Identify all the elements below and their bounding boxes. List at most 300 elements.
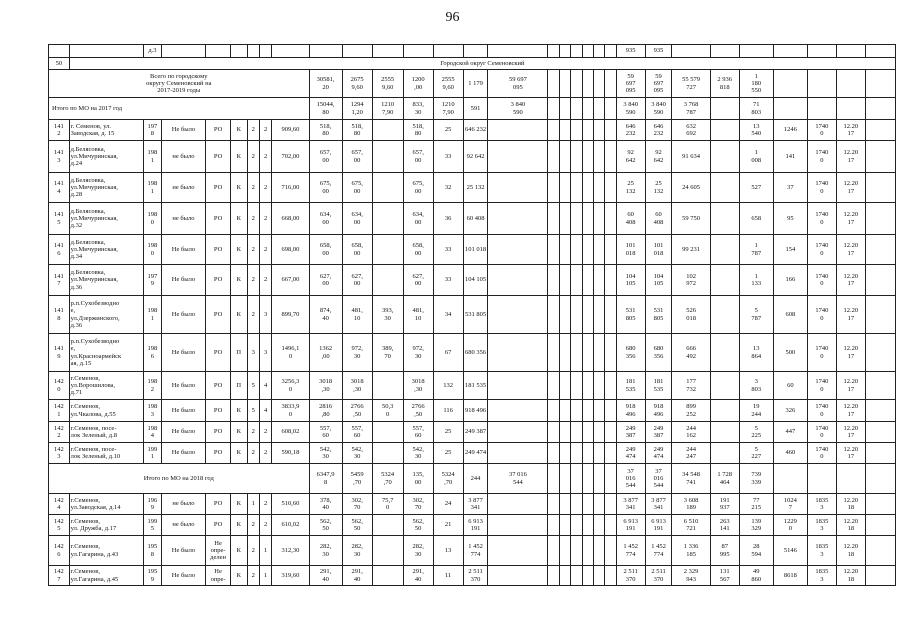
cell-cost-owners: 5 787 — [739, 296, 773, 334]
cell-total-area: 319,60 — [272, 566, 309, 586]
cell-material: РО — [206, 400, 231, 422]
cell-cost-fund2: 177 732 — [672, 372, 710, 400]
cell-roof: К — [230, 536, 247, 566]
cell-c19 — [582, 98, 593, 120]
cell-c16 — [548, 464, 559, 494]
cell-deadline: 12.20 17 — [836, 334, 865, 372]
cell-extra — [865, 494, 895, 515]
cell-cost-total2: 1 452 774 — [645, 536, 672, 566]
cell-private-area: 2766 ,50 — [342, 400, 372, 422]
cell-cost-fund2: 6 510 721 — [672, 515, 710, 536]
cell-residents — [433, 45, 463, 58]
cell-prev-repair: Не было — [161, 296, 205, 334]
cell-cost-fund2: 24 605 — [672, 173, 710, 203]
cell-cost-region: 263 141 — [710, 515, 739, 536]
cell-num: 141 7 — [49, 265, 70, 296]
cell-deadline — [836, 45, 865, 58]
cell-living-area: 627, 00 — [309, 265, 342, 296]
cell-entrances: 2 — [259, 120, 271, 141]
cell-cost-owners: 1 008 — [739, 141, 773, 173]
cell-floors: 2 — [247, 443, 259, 464]
cell-living-area: 291, 40 — [309, 566, 342, 586]
cell-extra — [865, 536, 895, 566]
cell-prev-repair: Не было — [161, 120, 205, 141]
cell-cost-fund: 37 016 544 — [488, 464, 548, 494]
cell-extra — [865, 422, 895, 443]
cell-cost-fund2: 526 018 — [672, 296, 710, 334]
cell-total-area: 3833,9 0 — [272, 400, 309, 422]
cell-c16 — [548, 45, 559, 58]
cell-cost: 1 179 — [463, 70, 488, 98]
cell-max-cost: 1740 0 — [807, 296, 836, 334]
cell-cost: 104 105 — [463, 265, 488, 296]
cell-num: 141 2 — [49, 120, 70, 141]
cell-spec-cost: 95 — [773, 203, 807, 235]
cell-private-area: 562, 50 — [342, 515, 372, 536]
cell-c17 — [559, 515, 570, 536]
cell-municipal-area: 393, 30 — [372, 296, 403, 334]
table-row — [49, 265, 896, 296]
cell-cost-fund2: 244 162 — [672, 422, 710, 443]
cell-cost-fund — [488, 296, 548, 334]
cell-material: Не опре- делен — [206, 536, 231, 566]
cell-area-repeat: 557, 60 — [403, 422, 433, 443]
cell-year: 196 9 — [144, 494, 162, 515]
cell-deadline: 12.20 17 — [836, 120, 865, 141]
cell-cost-total: 1 452 774 — [616, 536, 645, 566]
cell-cost: 244 — [463, 464, 488, 494]
cell-c17 — [559, 536, 570, 566]
cell-num: 142 7 — [49, 566, 70, 586]
cell-cost-total: 249 474 — [616, 443, 645, 464]
total-label: Итого по МО на 2018 год — [49, 464, 310, 494]
cell-extra — [865, 45, 895, 58]
cell-prev-repair: Не было — [161, 400, 205, 422]
data-table — [48, 44, 896, 586]
cell-c21 — [605, 334, 616, 372]
cell-cost-region: 87 995 — [710, 536, 739, 566]
cell-private-area: 291, 40 — [342, 566, 372, 586]
cell-c16 — [548, 120, 559, 141]
cell-deadline: 12.20 17 — [836, 141, 865, 173]
cell-num — [49, 45, 70, 58]
cell-c21 — [605, 70, 616, 98]
cell-roof: К — [230, 566, 247, 586]
cell-year: 198 6 — [144, 334, 162, 372]
cell-residents: 33 — [433, 141, 463, 173]
cell-deadline: 12.20 18 — [836, 494, 865, 515]
cell-area-repeat: 3018 ,30 — [403, 372, 433, 400]
cell-deadline: 12.20 17 — [836, 173, 865, 203]
cell-entrances: 4 — [259, 400, 271, 422]
cell-living-area: 518, 80 — [309, 120, 342, 141]
cell-c17 — [559, 400, 570, 422]
cell-cost-owners: 1 133 — [739, 265, 773, 296]
cell-cost: 249 474 — [463, 443, 488, 464]
cell-c19 — [582, 141, 593, 173]
cell-c17 — [559, 70, 570, 98]
cell-municipal-area — [372, 422, 403, 443]
cell-area-repeat — [403, 45, 433, 58]
cell-address: д.Белясовка, ул.Мичуринская, д.36 — [69, 265, 143, 296]
cell-c19 — [582, 536, 593, 566]
cell-cost-owners: 28 594 — [739, 536, 773, 566]
cell-deadline: 12.20 17 — [836, 443, 865, 464]
cell-c16 — [548, 422, 559, 443]
cell-living-area: 282, 30 — [309, 536, 342, 566]
cell-cost-owners: 1 787 — [739, 235, 773, 265]
cell-c19 — [582, 494, 593, 515]
cell-extra — [865, 70, 895, 98]
table-row — [49, 334, 896, 372]
cell-spec-cost: 447 — [773, 422, 807, 443]
cell-living-area: 658, 00 — [309, 235, 342, 265]
cell-cost-fund2: 59 750 — [672, 203, 710, 235]
cell-spec-cost — [773, 464, 807, 494]
cell-cost-owners: 71 803 — [739, 98, 773, 120]
cell-municipal-area: 50,3 0 — [372, 400, 403, 422]
cell-address: г.Семенов, ул.Гагарина, д.43 — [69, 536, 143, 566]
cell-year: 199 1 — [144, 443, 162, 464]
page-number: 96 — [445, 10, 460, 25]
cell-residents: 24 — [433, 494, 463, 515]
cell-material: Не опре- — [206, 566, 231, 586]
cell-address: д.Белясовка, ул.Мичуринская, д.24 — [69, 141, 143, 173]
cell-c19 — [582, 464, 593, 494]
cell-cost-fund2: 2 329 943 — [672, 566, 710, 586]
cell-deadline: 12.20 18 — [836, 536, 865, 566]
cell-cost: 646 232 — [463, 120, 488, 141]
cell-municipal-area: 2555 9,60 — [372, 70, 403, 98]
cell-living-area: 15044, 80 — [309, 98, 342, 120]
cell-num: 141 6 — [49, 235, 70, 265]
cell-c21 — [605, 173, 616, 203]
cell-cost-fund2: 3 608 189 — [672, 494, 710, 515]
cell-deadline: 12.20 17 — [836, 372, 865, 400]
cell-total-area: 667,00 — [272, 265, 309, 296]
cell-municipal-area — [372, 536, 403, 566]
cell-c18 — [571, 173, 582, 203]
cell-num: 142 5 — [49, 515, 70, 536]
cell-entrances: 4 — [259, 372, 271, 400]
cell-entrances: 2 — [259, 422, 271, 443]
cell-cost-total: 680 356 — [616, 334, 645, 372]
cell-private-area: 282, 30 — [342, 536, 372, 566]
cell-floors: 2 — [247, 141, 259, 173]
cell-c21 — [605, 566, 616, 586]
cell-cost-total2: 60 408 — [645, 203, 672, 235]
cell-c16 — [548, 443, 559, 464]
cell-municipal-area — [372, 566, 403, 586]
cell-municipal-area: 389, 70 — [372, 334, 403, 372]
cell-max-cost — [807, 45, 836, 58]
cell-c17 — [559, 235, 570, 265]
section-row — [49, 58, 896, 70]
cell-deadline — [836, 98, 865, 120]
cell-total-area: 716,00 — [272, 173, 309, 203]
cell-c16 — [548, 203, 559, 235]
table-row — [49, 422, 896, 443]
total-label: Всего по городскому округу Семеновский на 2017-2019 годы — [49, 70, 310, 98]
cell-cost-total2: 104 105 — [645, 265, 672, 296]
cell-area-repeat: 135, 00 — [403, 464, 433, 494]
cell-num: 142 1 — [49, 400, 70, 422]
cell-spec-cost: 8618 — [773, 566, 807, 586]
cell-c16 — [548, 296, 559, 334]
cell-c19 — [582, 400, 593, 422]
cell-entrances: 1 — [259, 536, 271, 566]
cell-cost-fund — [488, 203, 548, 235]
cell-private-area: 5459 ,70 — [342, 464, 372, 494]
cell-roof: П — [230, 334, 247, 372]
cell-municipal-area — [372, 120, 403, 141]
cell-cost-owners: 527 — [739, 173, 773, 203]
table-row — [49, 120, 896, 141]
cell-prev-repair: не было — [161, 203, 205, 235]
cell-cost-fund2: 1 336 185 — [672, 536, 710, 566]
cell-roof: К — [230, 173, 247, 203]
cell-c20 — [593, 45, 604, 58]
cell-spec-cost: 141 — [773, 141, 807, 173]
cell-address: г.Семенов, посе- лок Зеленый, д.8 — [69, 422, 143, 443]
cell-cost-fund2: 3 768 787 — [672, 98, 710, 120]
cell-c20 — [593, 70, 604, 98]
cell-entrances: 2 — [259, 203, 271, 235]
cell-c21 — [605, 120, 616, 141]
cell-c17 — [559, 443, 570, 464]
total-row — [49, 464, 896, 494]
cell-residents: 5324 ,70 — [433, 464, 463, 494]
cell-deadline — [836, 464, 865, 494]
cell-max-cost — [807, 464, 836, 494]
table-row — [49, 45, 896, 58]
cell-extra — [865, 464, 895, 494]
cell-area-repeat: 833, 30 — [403, 98, 433, 120]
cell-cost-region — [710, 334, 739, 372]
cell-total-area: 668,00 — [272, 203, 309, 235]
cell-area-repeat: 282, 30 — [403, 536, 433, 566]
cell-cost-fund — [488, 334, 548, 372]
cell-total-area: 610,02 — [272, 515, 309, 536]
cell-residents: 33 — [433, 235, 463, 265]
cell-c20 — [593, 141, 604, 173]
cell-private-area — [342, 45, 372, 58]
section-title: Городской округ Семеновский — [69, 58, 895, 70]
cell-living-area: 675, 00 — [309, 173, 342, 203]
cell-deadline: 12.20 17 — [836, 400, 865, 422]
cell-roof: К — [230, 296, 247, 334]
cell-total-area: 1496,1 0 — [272, 334, 309, 372]
cell-cost-owners: 5 227 — [739, 443, 773, 464]
cell-cost-owners: 19 244 — [739, 400, 773, 422]
cell-year: 197 8 — [144, 120, 162, 141]
cell-material: РО — [206, 173, 231, 203]
cell-c16 — [548, 98, 559, 120]
cell-floors: 2 — [247, 422, 259, 443]
cell-cost-fund2: 244 247 — [672, 443, 710, 464]
cell-municipal-area — [372, 203, 403, 235]
cell-c19 — [582, 120, 593, 141]
cell-prev-repair: не было — [161, 173, 205, 203]
cell-floors: 2 — [247, 203, 259, 235]
cell-private-area: 675, 00 — [342, 173, 372, 203]
cell-cost-owners: 13 540 — [739, 120, 773, 141]
cell-total-area: 590,18 — [272, 443, 309, 464]
cell-c18 — [571, 235, 582, 265]
cell-entrances: 2 — [259, 265, 271, 296]
cell-prev-repair: Не было — [161, 265, 205, 296]
cell-address: г.Семенов, ул.Заводская, д.14 — [69, 494, 143, 515]
cell-cost: 918 496 — [463, 400, 488, 422]
cell-residents: 13 — [433, 536, 463, 566]
cell-cost: 6 913 191 — [463, 515, 488, 536]
cell-total-area — [272, 45, 309, 58]
cell-c21 — [605, 443, 616, 464]
cell-cost-fund — [488, 566, 548, 586]
cell-c18 — [571, 422, 582, 443]
cell-cost-fund2: 102 972 — [672, 265, 710, 296]
cell-roof: К — [230, 141, 247, 173]
cell-entrances: 2 — [259, 173, 271, 203]
cell-cost-total2: 531 805 — [645, 296, 672, 334]
cell-private-area: 972, 30 — [342, 334, 372, 372]
cell-municipal-area — [372, 141, 403, 173]
cell-address — [69, 45, 143, 58]
cell-cost-fund — [488, 515, 548, 536]
cell-cost-fund — [488, 422, 548, 443]
cell-cost-owners: 1 180 550 — [739, 70, 773, 98]
cell-spec-cost: 60 — [773, 372, 807, 400]
cell-c19 — [582, 566, 593, 586]
cell-c20 — [593, 334, 604, 372]
cell-cost-region — [710, 265, 739, 296]
cell-max-cost: 1835 3 — [807, 566, 836, 586]
cell-municipal-area — [372, 372, 403, 400]
cell-cost-region: 131 567 — [710, 566, 739, 586]
cell-area-repeat: 562, 50 — [403, 515, 433, 536]
cell-roof: К — [230, 235, 247, 265]
cell-material: РО — [206, 422, 231, 443]
cell-c18 — [571, 400, 582, 422]
cell-roof: К — [230, 400, 247, 422]
cell-address: г.Семенов, ул.Ворошилова, д.71 — [69, 372, 143, 400]
cell-c21 — [605, 515, 616, 536]
cell-spec-cost: 500 — [773, 334, 807, 372]
cell-cost: 680 356 — [463, 334, 488, 372]
cell-c16 — [548, 400, 559, 422]
cell-c19 — [582, 372, 593, 400]
cell-c21 — [605, 235, 616, 265]
cell-floors: 2 — [247, 265, 259, 296]
cell-material: РО — [206, 372, 231, 400]
cell-prev-repair: Не было — [161, 566, 205, 586]
cell-floors: 5 — [247, 372, 259, 400]
cell-material: РО — [206, 296, 231, 334]
housing-repair-table — [48, 44, 896, 586]
cell-residents: 1210 7,90 — [433, 98, 463, 120]
table-row — [49, 372, 896, 400]
cell-cost-fund — [488, 494, 548, 515]
cell-entrances: 3 — [259, 334, 271, 372]
cell-c21 — [605, 464, 616, 494]
cell-cost: 2 511 370 — [463, 566, 488, 586]
cell-cost-region: 191 937 — [710, 494, 739, 515]
cell-residents: 25 — [433, 120, 463, 141]
cell-c20 — [593, 422, 604, 443]
cell-floors: 2 — [247, 296, 259, 334]
cell-private-area: 302, 70 — [342, 494, 372, 515]
cell-prev-repair: Не было — [161, 334, 205, 372]
cell-total-area: 698,00 — [272, 235, 309, 265]
cell-year: д.3 — [144, 45, 162, 58]
cell-spec-cost: 326 — [773, 400, 807, 422]
cell-cost-fund2: 91 634 — [672, 141, 710, 173]
cell-max-cost: 1740 0 — [807, 443, 836, 464]
cell-cost-fund — [488, 265, 548, 296]
cell-cost-region — [710, 120, 739, 141]
cell-max-cost: 1835 3 — [807, 494, 836, 515]
cell-extra — [865, 334, 895, 372]
cell-area-repeat: 657, 00 — [403, 141, 433, 173]
cell-c18 — [571, 70, 582, 98]
cell-c20 — [593, 515, 604, 536]
total-row — [49, 98, 896, 120]
cell-living-area: 657, 00 — [309, 141, 342, 173]
table-row — [49, 400, 896, 422]
cell-residents: 36 — [433, 203, 463, 235]
cell-max-cost: 1740 0 — [807, 203, 836, 235]
cell-cost-owners: 5 225 — [739, 422, 773, 443]
cell-c17 — [559, 464, 570, 494]
cell-cost: 25 132 — [463, 173, 488, 203]
cell-c19 — [582, 203, 593, 235]
cell-roof — [230, 45, 247, 58]
cell-c17 — [559, 372, 570, 400]
cell-material: РО — [206, 494, 231, 515]
cell-prev-repair: не было — [161, 515, 205, 536]
cell-cost-region — [710, 235, 739, 265]
cell-material: РО — [206, 141, 231, 173]
cell-cost-total2: 3 840 590 — [645, 98, 672, 120]
cell-cost-total: 3 840 590 — [616, 98, 645, 120]
cell-cost-total: 2 511 370 — [616, 566, 645, 586]
cell-cost-fund — [488, 443, 548, 464]
cell-c16 — [548, 515, 559, 536]
cell-extra — [865, 296, 895, 334]
cell-cost-total2: 2 511 370 — [645, 566, 672, 586]
cell-c16 — [548, 334, 559, 372]
cell-prev-repair: Не было — [161, 536, 205, 566]
cell-spec-cost: 1024 7 — [773, 494, 807, 515]
cell-c18 — [571, 45, 582, 58]
cell-cost: 1 452 774 — [463, 536, 488, 566]
table-row — [49, 203, 896, 235]
cell-c20 — [593, 120, 604, 141]
cell-residents: 32 — [433, 173, 463, 203]
cell-cost-region — [710, 372, 739, 400]
cell-c19 — [582, 334, 593, 372]
cell-cost-total: 3 877 341 — [616, 494, 645, 515]
cell-cost-total2: 646 232 — [645, 120, 672, 141]
cell-c19 — [582, 422, 593, 443]
total-label: Итого по МО на 2017 год — [49, 98, 310, 120]
cell-cost-total: 37 016 544 — [616, 464, 645, 494]
cell-c19 — [582, 515, 593, 536]
cell-deadline: 12.20 18 — [836, 515, 865, 536]
cell-extra — [865, 515, 895, 536]
cell-entrances: 2 — [259, 494, 271, 515]
cell-residents: 11 — [433, 566, 463, 586]
